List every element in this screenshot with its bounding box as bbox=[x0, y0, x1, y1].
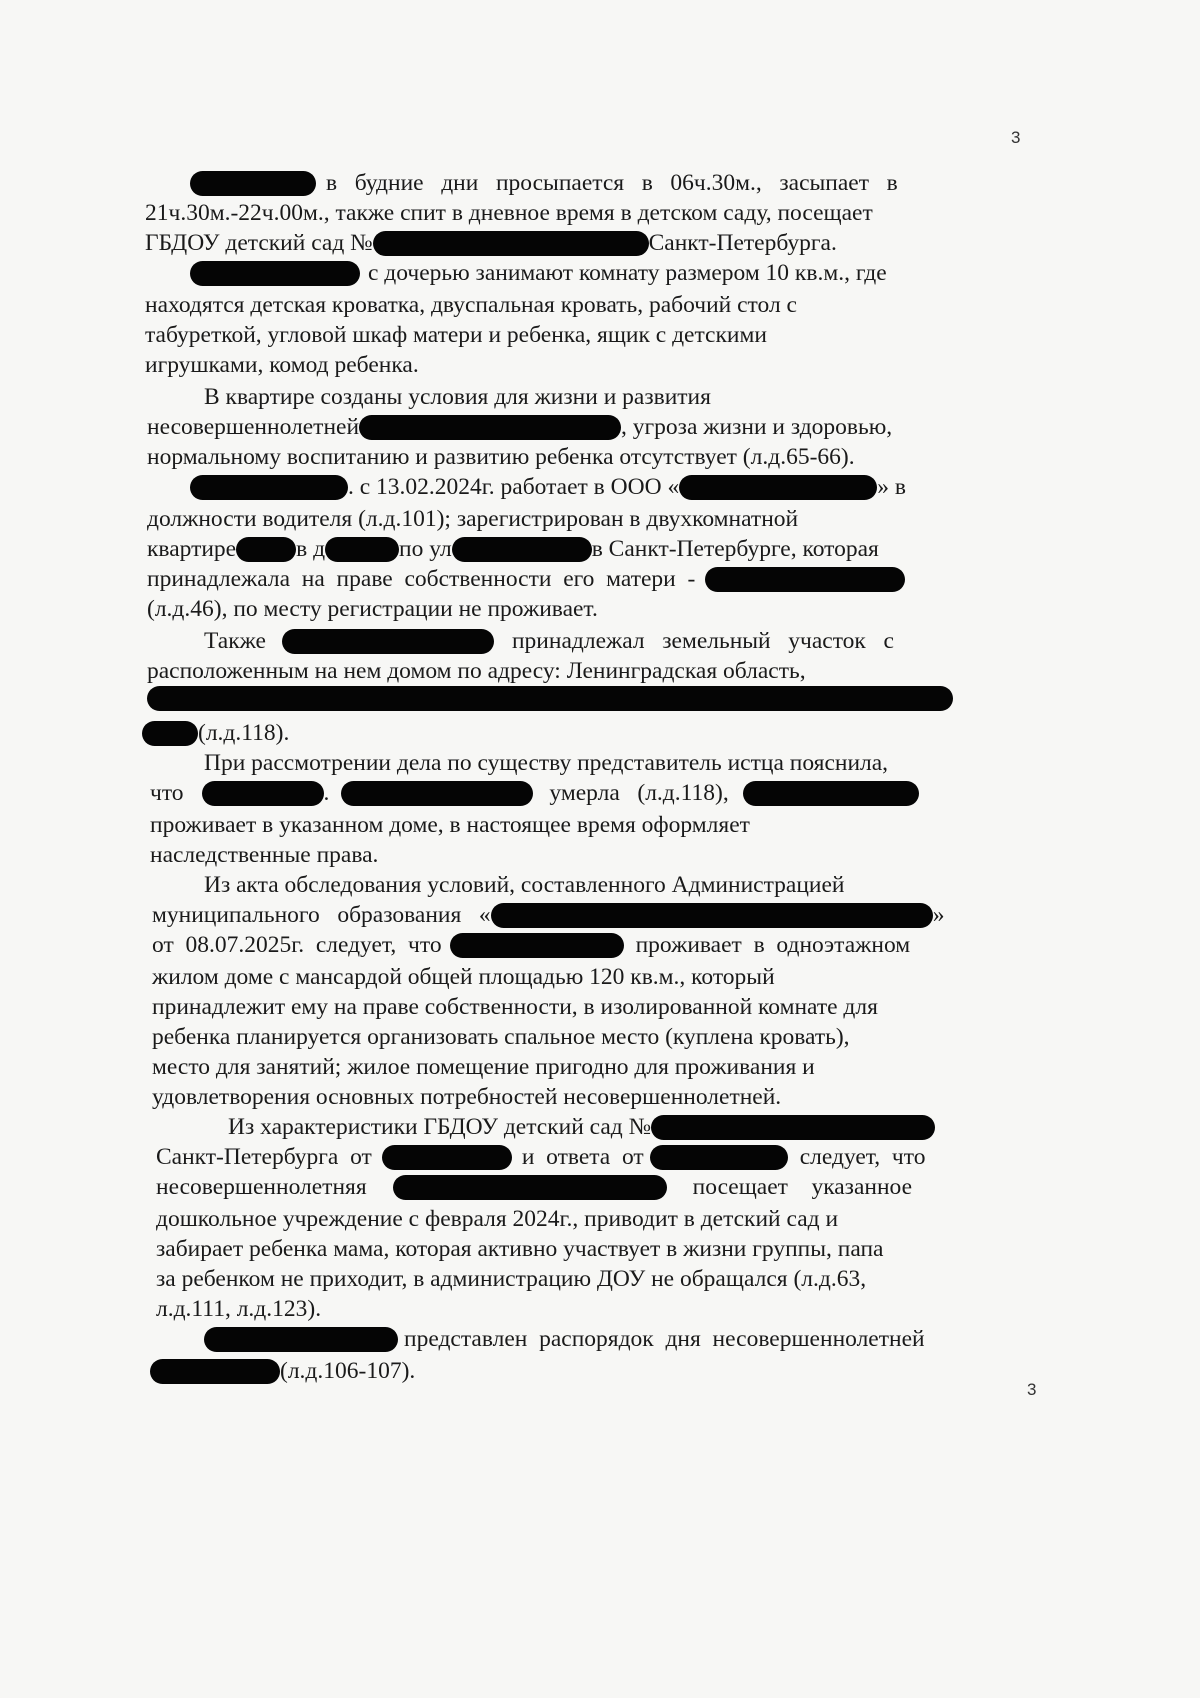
redaction bbox=[373, 231, 649, 256]
text-segment: . bbox=[323, 780, 330, 806]
redaction bbox=[202, 781, 324, 806]
text-line bbox=[152, 900, 944, 930]
redaction bbox=[491, 903, 933, 928]
text-line: жилом доме с мансардой общей площадью 120 кв.м., который bbox=[152, 964, 775, 990]
text-line bbox=[190, 258, 887, 288]
redaction bbox=[325, 537, 399, 562]
redaction bbox=[147, 686, 953, 711]
text-segment: проживает в одноэтажном bbox=[635, 932, 911, 958]
redaction bbox=[450, 933, 624, 958]
text-segment: что bbox=[150, 780, 184, 806]
text-segment: (л.д.106-107). bbox=[280, 1358, 416, 1384]
text-line bbox=[150, 1356, 415, 1386]
text-line: забирает ребенка мама, которая активно участвует в жизни группы, папа bbox=[156, 1236, 884, 1262]
text-segment: в Санкт-Петербурге, которая bbox=[591, 536, 879, 562]
redaction bbox=[190, 261, 360, 286]
redaction bbox=[190, 171, 316, 196]
text-segment: умерла (л.д.118), bbox=[549, 780, 729, 806]
text-segment: от 08.07.2025г. следует, что bbox=[152, 932, 442, 958]
text-segment: несовершеннолетняя bbox=[156, 1174, 367, 1200]
text-line: ребенка планируется организовать спальное место (куплена кровать), bbox=[152, 1024, 850, 1050]
text-line: за ребенком не приходит, в администрацию ДОУ не обращался (л.д.63, bbox=[156, 1266, 867, 1292]
text-line: л.д.111, л.д.123). bbox=[156, 1296, 322, 1322]
redaction bbox=[282, 629, 494, 654]
redaction bbox=[359, 415, 621, 440]
text-segment: квартире bbox=[147, 536, 237, 562]
redaction bbox=[452, 537, 592, 562]
redaction bbox=[204, 1327, 398, 1352]
text-line bbox=[142, 718, 289, 748]
text-line: дошкольное учреждение с февраля 2024г., приводит в детский сад и bbox=[156, 1206, 839, 1232]
redaction bbox=[236, 537, 296, 562]
redaction bbox=[150, 1359, 280, 1384]
text-line bbox=[147, 412, 892, 442]
text-segment: (л.д.118). bbox=[198, 720, 290, 746]
text-segment: муниципального образования « bbox=[152, 902, 491, 928]
text-line bbox=[228, 1112, 935, 1142]
text-line bbox=[190, 472, 906, 502]
text-segment: принадлежал земельный участок с bbox=[511, 628, 894, 654]
redaction bbox=[650, 1145, 788, 1170]
redaction bbox=[651, 1115, 935, 1140]
text-line bbox=[150, 778, 919, 808]
text-segment: , угроза жизни и здоровью, bbox=[621, 414, 893, 440]
text-line: игрушками, комод ребенка. bbox=[145, 352, 419, 378]
text-line: При рассмотрении дела по существу представитель истца пояснила, bbox=[204, 750, 889, 776]
text-line: проживает в указанном доме, в настоящее время оформляет bbox=[150, 812, 750, 838]
text-line: наследственные права. bbox=[150, 842, 379, 868]
text-segment: ГБДОУ детский сад № bbox=[145, 230, 373, 256]
text-segment: . с 13.02.2024г. работает в ООО « bbox=[348, 474, 680, 500]
redaction bbox=[743, 781, 919, 806]
text-segment: в будние дни просыпается в 06ч.30м., засыпает в bbox=[326, 170, 898, 196]
text-segment: » bbox=[932, 902, 945, 928]
text-line: удовлетворения основных потребностей несовершеннолетней. bbox=[152, 1084, 782, 1110]
text-line: место для занятий; жилое помещение пригодно для проживания и bbox=[152, 1054, 815, 1080]
text-line bbox=[147, 534, 879, 564]
text-line: Из акта обследования условий, составленного Администрацией bbox=[204, 872, 845, 898]
text-segment: следует, что bbox=[799, 1144, 926, 1170]
text-segment: с дочерью занимают комнату размером 10 кв.м., где bbox=[368, 260, 887, 286]
redaction bbox=[679, 475, 877, 500]
text-segment: Санкт-Петербурга от bbox=[156, 1144, 372, 1170]
redaction bbox=[382, 1145, 512, 1170]
text-segment: » в bbox=[877, 474, 906, 500]
text-line bbox=[156, 1172, 912, 1202]
text-line bbox=[147, 564, 905, 594]
text-line: табуреткой, угловой шкаф матери и ребенка, ящик с детскими bbox=[145, 322, 767, 348]
text-line bbox=[190, 168, 942, 198]
text-segment: в д bbox=[296, 536, 326, 562]
redaction bbox=[341, 781, 533, 806]
text-line bbox=[156, 1142, 925, 1172]
redaction bbox=[705, 567, 905, 592]
text-segment: Санкт-Петербурга. bbox=[648, 230, 837, 256]
text-segment: несовершеннолетней bbox=[147, 414, 360, 440]
text-segment: посещает указанное bbox=[692, 1174, 913, 1200]
text-segment: Также bbox=[204, 628, 266, 654]
text-line bbox=[145, 228, 837, 258]
redaction bbox=[393, 1175, 667, 1200]
text-segment: по ул bbox=[399, 536, 452, 562]
text-line: 21ч.30м.-22ч.00м., также спит в дневное время в детском саду, посещает bbox=[145, 200, 873, 226]
text-segment: Из характеристики ГБДОУ детский сад № bbox=[228, 1114, 652, 1140]
text-line: принадлежит ему на праве собственности, в изолированной комнате для bbox=[152, 994, 878, 1020]
text-line: (л.д.46), по месту регистрации не проживает. bbox=[147, 596, 598, 622]
text-line bbox=[204, 1324, 925, 1354]
text-line: должности водителя (л.д.101); зарегистрирован в двухкомнатной bbox=[147, 506, 799, 532]
text-line bbox=[204, 626, 894, 656]
text-line: находятся детская кроватка, двуспальная кровать, рабочий стол с bbox=[145, 292, 797, 318]
text-line: расположенным на нем домом по адресу: Ленинградская область, bbox=[147, 658, 806, 684]
page-number-top: 3 bbox=[1011, 128, 1021, 147]
text-segment: принадлежала на праве собственности его матери - bbox=[147, 566, 696, 592]
redaction bbox=[142, 721, 198, 746]
text-segment: представлен распорядок дня несовершеннолетней bbox=[404, 1326, 925, 1352]
text-line bbox=[152, 930, 910, 960]
text-line: В квартире созданы условия для жизни и развития bbox=[204, 384, 711, 410]
text-line bbox=[147, 686, 953, 711]
text-line: нормальному воспитанию и развитию ребенка отсутствует (л.д.65-66). bbox=[147, 444, 855, 470]
page-number-bottom: 3 bbox=[1027, 1380, 1037, 1399]
text-segment: и ответа от bbox=[521, 1144, 644, 1170]
redaction bbox=[190, 475, 348, 500]
